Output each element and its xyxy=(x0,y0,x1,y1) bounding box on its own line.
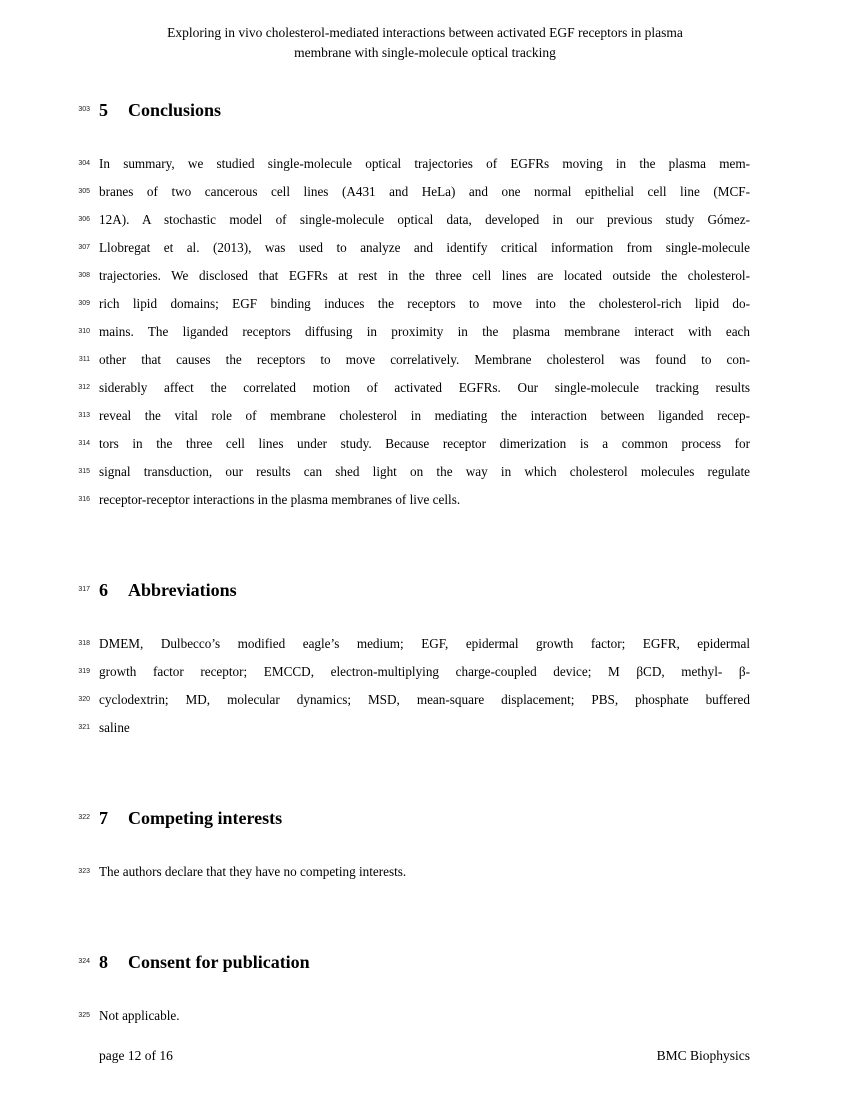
line-number: 308 xyxy=(78,272,90,279)
text-line xyxy=(78,402,750,430)
section-title: Competing interests xyxy=(128,808,283,828)
text-line xyxy=(78,858,750,886)
line-number: 323 xyxy=(78,868,90,875)
section-number: 6 xyxy=(99,580,108,600)
page-content xyxy=(78,97,750,1066)
line-number: 310 xyxy=(78,328,90,335)
text-line xyxy=(78,714,750,742)
paper-title-line-2: membrane with single-molecule optical tracking xyxy=(294,45,556,60)
line-number: 305 xyxy=(78,188,90,195)
line-text: cyclodextrin; MD, molecular dynamics; MSD, mean-square displacement; PBS, phosphate buffered xyxy=(99,692,750,707)
paper-running-title xyxy=(0,0,850,63)
paper-title-line-1: Exploring in vivo cholesterol-mediated interactions between activated EGF receptors in plasma xyxy=(167,25,683,40)
line-text: siderably affect the correlated motion of activated EGFRs. Our single-molecule tracking results xyxy=(99,380,750,395)
text-line xyxy=(78,1002,750,1030)
text-line xyxy=(78,658,750,686)
line-text: receptor-receptor interactions in the plasma membranes of live cells. xyxy=(99,492,461,507)
text-line xyxy=(78,630,750,658)
line-number: 325 xyxy=(78,1012,90,1019)
line-text: reveal the vital role of membrane cholesterol in mediating the interaction between liganded recep- xyxy=(99,408,750,423)
text-line xyxy=(78,430,750,458)
line-text: The authors declare that they have no competing interests. xyxy=(99,864,407,879)
line-number: 304 xyxy=(78,160,90,167)
line-text: Not applicable. xyxy=(99,1008,180,1023)
line-number: 316 xyxy=(78,496,90,503)
line-number: 312 xyxy=(78,384,90,391)
section-title: Consent for publication xyxy=(128,952,310,972)
page-footer xyxy=(99,1046,750,1066)
section-heading-consent xyxy=(78,949,750,975)
section-number: 7 xyxy=(99,808,108,828)
line-text: rich lipid domains; EGF binding induces the receptors to move into the cholesterol-rich lipid do- xyxy=(99,296,750,311)
section-heading-abbreviations xyxy=(78,577,750,603)
text-line xyxy=(78,206,750,234)
text-line xyxy=(78,486,750,514)
line-number: 307 xyxy=(78,244,90,251)
section-title: Abbreviations xyxy=(128,580,237,600)
line-number: 311 xyxy=(78,356,90,363)
text-line xyxy=(78,346,750,374)
text-line xyxy=(78,178,750,206)
section-number: 8 xyxy=(99,952,108,972)
line-number: 313 xyxy=(78,412,90,419)
text-line xyxy=(78,150,750,178)
text-line xyxy=(78,686,750,714)
section-title: Conclusions xyxy=(128,100,222,120)
line-text: signal transduction, our results can shed light on the way in which cholesterol molecules regulate xyxy=(99,464,750,479)
line-text: other that causes the receptors to move correlatively. Membrane cholesterol was found to con- xyxy=(99,352,750,367)
text-line xyxy=(78,234,750,262)
line-number: 306 xyxy=(78,216,90,223)
line-text: growth factor receptor; EMCCD, electron-multiplying charge-coupled device; M βCD, methyl- β- xyxy=(99,664,750,679)
line-text: In summary, we studied single-molecule optical trajectories of EGFRs moving in the plasma mem- xyxy=(99,156,750,171)
line-number: 314 xyxy=(78,440,90,447)
paragraph-abbreviations xyxy=(78,630,750,742)
line-number: 319 xyxy=(78,668,90,675)
line-text: mains. The liganded receptors diffusing in proximity in the plasma membrane interact with each xyxy=(99,324,750,339)
footer-page-info: page 12 of 16 xyxy=(99,1048,173,1063)
paragraph-competing-interests xyxy=(78,858,750,886)
text-line xyxy=(78,458,750,486)
footer-journal-name: BMC Biophysics xyxy=(656,1048,750,1063)
text-line xyxy=(78,374,750,402)
line-number: 320 xyxy=(78,696,90,703)
text-line xyxy=(78,290,750,318)
line-text: Llobregat et al. (2013), was used to analyze and identify critical information from single-molecule xyxy=(99,240,750,255)
paragraph-conclusions xyxy=(78,150,750,514)
line-number: 303 xyxy=(78,106,90,113)
line-text: branes of two cancerous cell lines (A431 and HeLa) and one normal epithelial cell line (MCF- xyxy=(99,184,750,199)
section-number: 5 xyxy=(99,100,108,120)
line-number: 321 xyxy=(78,724,90,731)
section-heading-conclusions xyxy=(78,97,750,123)
text-line xyxy=(78,318,750,346)
line-text: saline xyxy=(99,720,130,735)
text-line xyxy=(78,262,750,290)
line-number: 322 xyxy=(78,814,90,821)
line-number: 318 xyxy=(78,640,90,647)
paragraph-consent xyxy=(78,1002,750,1030)
line-number: 324 xyxy=(78,958,90,965)
line-number: 315 xyxy=(78,468,90,475)
line-text: DMEM, Dulbecco’s modified eagle’s medium; EGF, epidermal growth factor; EGFR, epidermal xyxy=(99,636,750,651)
section-heading-competing-interests xyxy=(78,805,750,831)
line-number: 317 xyxy=(78,586,90,593)
line-text: 12A). A stochastic model of single-molecule optical data, developed in our previous study Gómez- xyxy=(99,212,750,227)
line-text: trajectories. We disclosed that EGFRs at rest in the three cell lines are located outside the cholesterol- xyxy=(99,268,750,283)
line-text: tors in the three cell lines under study. Because receptor dimerization is a common process for xyxy=(99,436,750,451)
line-number: 309 xyxy=(78,300,90,307)
